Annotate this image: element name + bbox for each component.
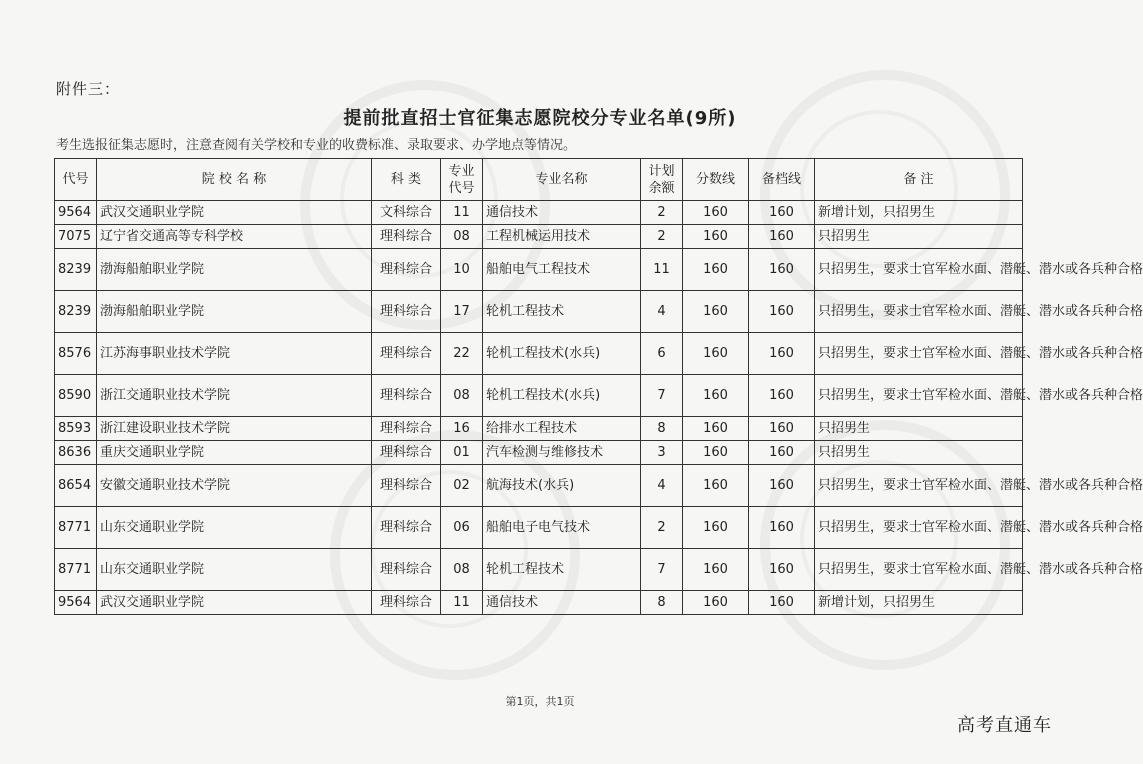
cell-backup: 160 bbox=[749, 333, 815, 375]
cell-score: 160 bbox=[683, 591, 749, 615]
cell-major-name: 通信技术 bbox=[483, 591, 641, 615]
col-header-code: 代号 bbox=[55, 159, 97, 201]
cell-major-name: 船舶电气工程技术 bbox=[483, 249, 641, 291]
cell-major-name: 汽车检测与维修技术 bbox=[483, 441, 641, 465]
cell-score: 160 bbox=[683, 291, 749, 333]
cell-code: 9564 bbox=[55, 591, 97, 615]
cell-score: 160 bbox=[683, 375, 749, 417]
col-header-remaining-text: 计划余额 bbox=[648, 163, 675, 196]
cell-major-code: 11 bbox=[441, 201, 483, 225]
cell-school: 安徽交通职业技术学院 bbox=[97, 465, 372, 507]
cell-remaining: 8 bbox=[641, 417, 683, 441]
cell-major-code: 08 bbox=[441, 549, 483, 591]
table-row bbox=[55, 249, 1023, 291]
cell-major-name: 轮机工程技术 bbox=[483, 549, 641, 591]
cell-backup: 160 bbox=[749, 375, 815, 417]
table-row bbox=[55, 201, 1023, 225]
table-row bbox=[55, 333, 1023, 375]
cell-remark: 只招男生，要求士官军检水面、潜艇、潜水或各兵种合格 bbox=[815, 549, 1023, 591]
cell-remaining: 8 bbox=[641, 591, 683, 615]
cell-code: 8771 bbox=[55, 549, 97, 591]
cell-code: 8771 bbox=[55, 507, 97, 549]
cell-backup: 160 bbox=[749, 465, 815, 507]
cell-subject: 理科综合 bbox=[372, 507, 441, 549]
cell-remark: 只招男生，要求士官军检水面、潜艇、潜水或各兵种合格 bbox=[815, 465, 1023, 507]
attachment-label: 附件三： bbox=[56, 80, 121, 98]
table-row bbox=[55, 465, 1023, 507]
cell-subject: 理科综合 bbox=[372, 225, 441, 249]
cell-school: 浙江建设职业技术学院 bbox=[97, 417, 372, 441]
cell-remaining: 11 bbox=[641, 249, 683, 291]
cell-remaining: 4 bbox=[641, 291, 683, 333]
cell-remark: 只招男生，要求士官军检水面、潜艇、潜水或各兵种合格 bbox=[815, 375, 1023, 417]
cell-school: 重庆交通职业学院 bbox=[97, 441, 372, 465]
cell-backup: 160 bbox=[749, 441, 815, 465]
cell-score: 160 bbox=[683, 225, 749, 249]
table-header-row bbox=[55, 159, 1023, 201]
cell-subject: 理科综合 bbox=[372, 375, 441, 417]
admission-table bbox=[54, 158, 1143, 615]
cell-school: 武汉交通职业学院 bbox=[97, 591, 372, 615]
col-header-major-code-text: 专业代号 bbox=[448, 163, 475, 196]
cell-code: 7075 bbox=[55, 225, 97, 249]
cell-score: 160 bbox=[683, 201, 749, 225]
cell-remark: 只招男生，要求士官军检水面、潜艇、潜水或各兵种合格 bbox=[815, 507, 1023, 549]
cell-subject: 理科综合 bbox=[372, 465, 441, 507]
cell-subject: 理科综合 bbox=[372, 591, 441, 615]
cell-code: 8590 bbox=[55, 375, 97, 417]
cell-code: 8239 bbox=[55, 249, 97, 291]
instruction-note: 考生选报征集志愿时，注意查阅有关学校和专业的收费标准、录取要求、办学地点等情况。 bbox=[56, 138, 577, 153]
cell-backup: 160 bbox=[749, 591, 815, 615]
page-footer: 第1页，共1页 bbox=[505, 695, 575, 708]
col-header-major-name: 专业名称 bbox=[483, 159, 641, 201]
col-header-remaining bbox=[641, 159, 683, 201]
cell-remark: 只招男生，要求士官军检水面、潜艇、潜水或各兵种合格 bbox=[815, 333, 1023, 375]
cell-subject: 理科综合 bbox=[372, 417, 441, 441]
cell-major-code: 11 bbox=[441, 591, 483, 615]
cell-major-code: 06 bbox=[441, 507, 483, 549]
cell-major-code: 17 bbox=[441, 291, 483, 333]
cell-backup: 160 bbox=[749, 201, 815, 225]
cell-major-name: 给排水工程技术 bbox=[483, 417, 641, 441]
cell-remark: 只招男生 bbox=[815, 417, 1023, 441]
cell-subject: 理科综合 bbox=[372, 333, 441, 375]
col-header-remark: 备 注 bbox=[815, 159, 1023, 201]
col-header-school: 院 校 名 称 bbox=[97, 159, 372, 201]
cell-score: 160 bbox=[683, 465, 749, 507]
cell-score: 160 bbox=[683, 333, 749, 375]
cell-score: 160 bbox=[683, 441, 749, 465]
cell-school: 渤海船舶职业学院 bbox=[97, 249, 372, 291]
cell-major-name: 轮机工程技术(水兵) bbox=[483, 375, 641, 417]
cell-backup: 160 bbox=[749, 225, 815, 249]
cell-remaining: 7 bbox=[641, 375, 683, 417]
cell-remaining: 3 bbox=[641, 441, 683, 465]
table-row bbox=[55, 507, 1023, 549]
cell-major-code: 01 bbox=[441, 441, 483, 465]
cell-major-code: 10 bbox=[441, 249, 483, 291]
cell-remaining: 6 bbox=[641, 333, 683, 375]
cell-remark: 只招男生 bbox=[815, 441, 1023, 465]
col-header-subject: 科 类 bbox=[372, 159, 441, 201]
page-title: 提前批直招士官征集志愿院校分专业名单(9所) bbox=[343, 108, 737, 129]
table-row bbox=[55, 549, 1023, 591]
cell-score: 160 bbox=[683, 249, 749, 291]
table-row bbox=[55, 441, 1023, 465]
cell-school: 山东交通职业学院 bbox=[97, 549, 372, 591]
cell-school: 辽宁省交通高等专科学校 bbox=[97, 225, 372, 249]
table-row bbox=[55, 417, 1023, 441]
cell-remark: 只招男生，要求士官军检水面、潜艇、潜水或各兵种合格 bbox=[815, 291, 1023, 333]
cell-school: 渤海船舶职业学院 bbox=[97, 291, 372, 333]
cell-score: 160 bbox=[683, 417, 749, 441]
cell-backup: 160 bbox=[749, 417, 815, 441]
cell-backup: 160 bbox=[749, 507, 815, 549]
cell-major-name: 轮机工程技术 bbox=[483, 291, 641, 333]
cell-remark: 新增计划，只招男生 bbox=[815, 201, 1023, 225]
cell-backup: 160 bbox=[749, 249, 815, 291]
col-header-backup: 备档线 bbox=[749, 159, 815, 201]
cell-school: 武汉交通职业学院 bbox=[97, 201, 372, 225]
cell-school: 山东交通职业学院 bbox=[97, 507, 372, 549]
cell-remark: 新增计划，只招男生 bbox=[815, 591, 1023, 615]
cell-remaining: 2 bbox=[641, 225, 683, 249]
table-row bbox=[55, 375, 1023, 417]
cell-major-code: 22 bbox=[441, 333, 483, 375]
col-header-major-code bbox=[441, 159, 483, 201]
cell-major-name: 船舶电子电气技术 bbox=[483, 507, 641, 549]
table-row bbox=[55, 225, 1023, 249]
cell-remark: 只招男生，要求士官军检水面、潜艇、潜水或各兵种合格 bbox=[815, 249, 1023, 291]
col-header-score: 分数线 bbox=[683, 159, 749, 201]
cell-code: 8593 bbox=[55, 417, 97, 441]
cell-code: 8654 bbox=[55, 465, 97, 507]
table-row bbox=[55, 291, 1023, 333]
cell-code: 8239 bbox=[55, 291, 97, 333]
cell-major-name: 通信技术 bbox=[483, 201, 641, 225]
cell-remark: 只招男生 bbox=[815, 225, 1023, 249]
cell-major-name: 工程机械运用技术 bbox=[483, 225, 641, 249]
cell-backup: 160 bbox=[749, 549, 815, 591]
cell-remaining: 4 bbox=[641, 465, 683, 507]
brand-caption: 高考直通车 bbox=[957, 715, 1052, 736]
table-row bbox=[55, 591, 1023, 615]
cell-subject: 理科综合 bbox=[372, 249, 441, 291]
cell-code: 8576 bbox=[55, 333, 97, 375]
cell-code: 8636 bbox=[55, 441, 97, 465]
cell-major-name: 航海技术(水兵) bbox=[483, 465, 641, 507]
cell-major-code: 02 bbox=[441, 465, 483, 507]
cell-remaining: 2 bbox=[641, 507, 683, 549]
cell-score: 160 bbox=[683, 507, 749, 549]
cell-code: 9564 bbox=[55, 201, 97, 225]
cell-major-code: 08 bbox=[441, 225, 483, 249]
cell-major-code: 08 bbox=[441, 375, 483, 417]
cell-score: 160 bbox=[683, 549, 749, 591]
cell-remaining: 2 bbox=[641, 201, 683, 225]
cell-major-code: 16 bbox=[441, 417, 483, 441]
cell-remaining: 7 bbox=[641, 549, 683, 591]
cell-subject: 理科综合 bbox=[372, 549, 441, 591]
cell-subject: 文科综合 bbox=[372, 201, 441, 225]
cell-subject: 理科综合 bbox=[372, 291, 441, 333]
cell-school: 江苏海事职业技术学院 bbox=[97, 333, 372, 375]
cell-backup: 160 bbox=[749, 291, 815, 333]
cell-subject: 理科综合 bbox=[372, 441, 441, 465]
cell-school: 浙江交通职业技术学院 bbox=[97, 375, 372, 417]
cell-major-name: 轮机工程技术(水兵) bbox=[483, 333, 641, 375]
